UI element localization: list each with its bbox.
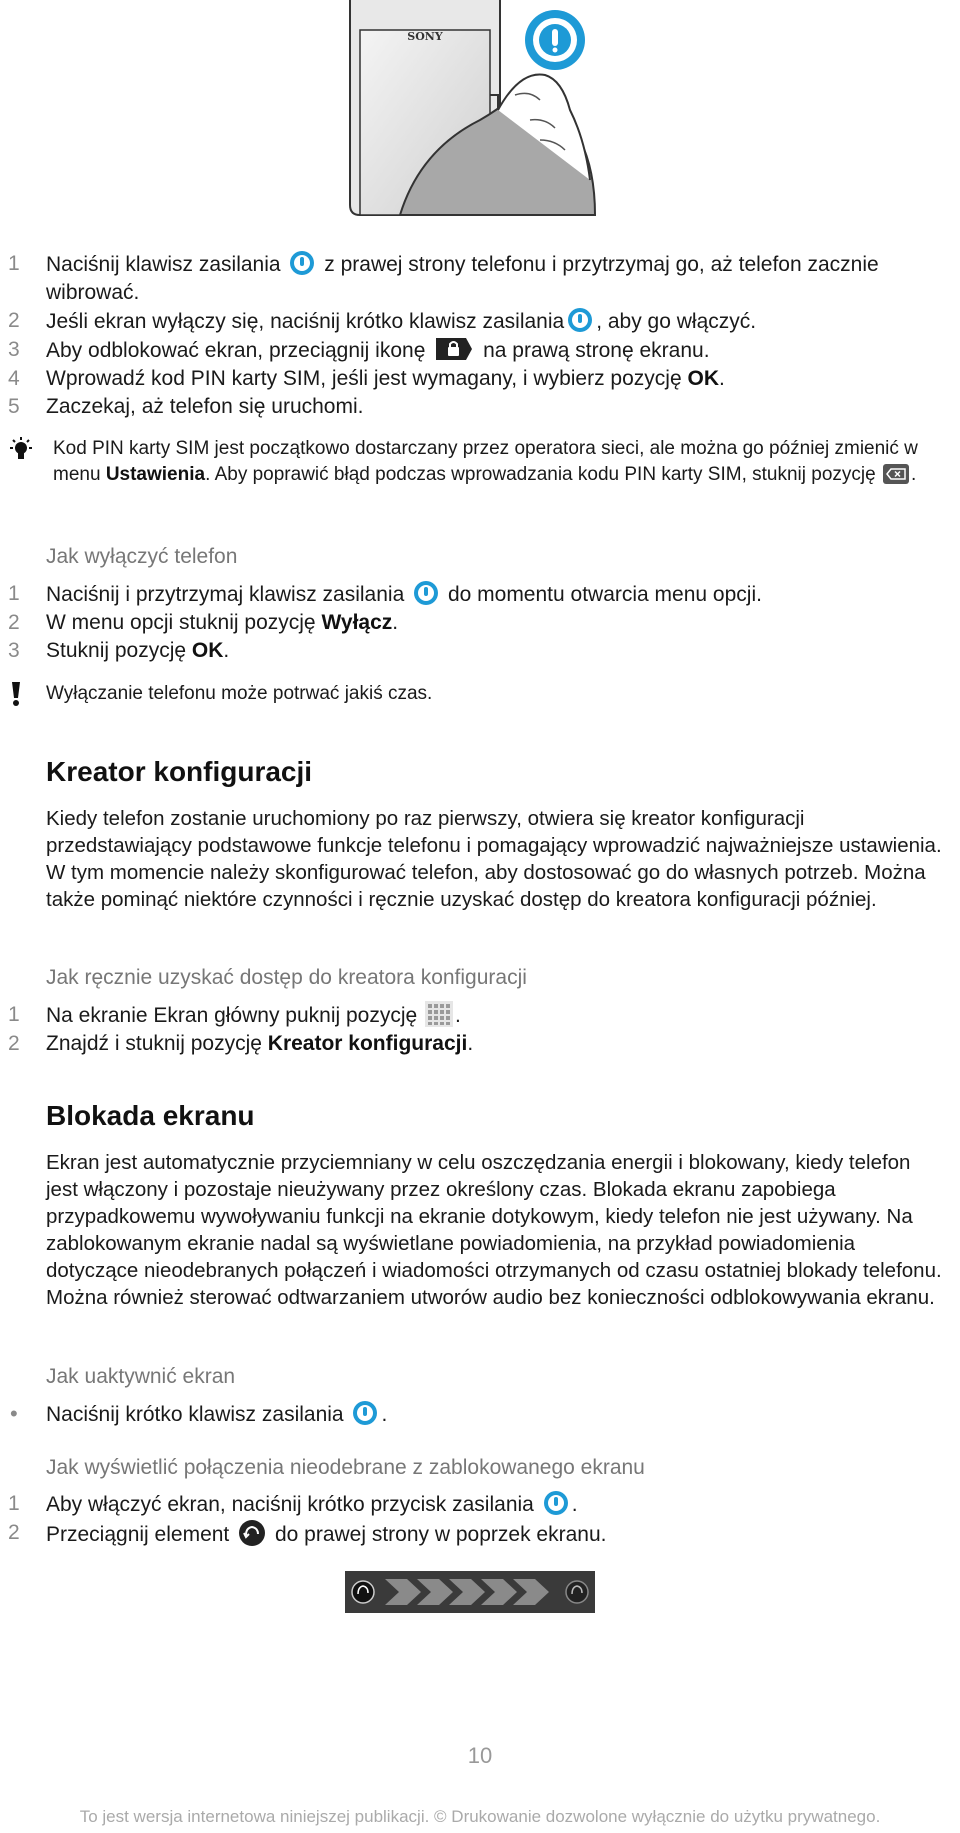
list-item: 1 Aby włączyć ekran, naciśnij krótko przycisk zasilania . xyxy=(8,1492,578,1516)
section-subheading: Jak wyświetlić połączenia nieodebrane z zablokowanego ekranu xyxy=(46,1456,645,1479)
power-key-icon xyxy=(567,307,593,333)
startup-steps xyxy=(0,250,960,421)
footer-text: To jest wersja internetowa niniejszej publikacji. © Drukowanie dozwolone wyłącznie do użytku prywatnego. xyxy=(79,1807,881,1826)
exclamation-icon xyxy=(6,681,26,707)
list-item: 3 Aby odblokować ekran, przeciągnij ikonę na prawą stronę ekranu. xyxy=(8,338,710,362)
list-item: 3 Stuknij pozycję OK. xyxy=(8,639,230,662)
power-key-icon xyxy=(543,1490,569,1516)
list-item: 1 Na ekranie Ekran główny puknij pozycję . xyxy=(8,1003,461,1027)
power-key-icon xyxy=(352,1400,378,1426)
tip-note: Kod PIN karty SIM jest początkowo dostarczany przez operatora sieci, ale można go później zmienić w menu Ustawienia. Aby poprawić błąd podczas wprowadzania kodu PIN karty SIM, stuknij pozycję . xyxy=(0,436,960,488)
slider-target-icon xyxy=(566,1581,588,1603)
list-item: 5 Zaczekaj, aż telefon się uruchomi. xyxy=(8,395,364,418)
unlock-slider-illustration xyxy=(345,1571,595,1613)
lightbulb-icon xyxy=(4,436,38,466)
list-item: 2 Znajdź i stuknij pozycję Kreator konfiguracji. xyxy=(8,1032,474,1055)
wizard-steps xyxy=(0,1001,960,1058)
warning-note: Wyłączanie telefonu może potrwać jakiś czas. xyxy=(0,681,960,707)
app-grid-icon xyxy=(425,1001,453,1027)
section-subheading: Jak wyłączyć telefon xyxy=(46,545,238,568)
list-item: 1 Naciśnij i przytrzymaj klawisz zasilania do momentu otwarcia menu opcji. xyxy=(8,582,762,606)
list-item: 2 W menu opcji stuknij pozycję Wyłącz. xyxy=(8,611,399,634)
section-title: Kreator konfiguracji xyxy=(46,756,313,787)
setup-paragraph: Kiedy telefon zostanie uruchomiony po raz pierwszy, otwiera się kreator konfiguracji przedstawiający podstawowe funkcje telefonu i pomagający wprowadzić najważniejsze ustawienia. W tym momencie należy skonfigurować telefon, aby dostosować go do własnych potrzeb. Można także pominąć niektóre czynności i ręcznie uzyskać dostęp do kreatora konfiguracji później. xyxy=(46,807,942,911)
list-item: 2 Jeśli ekran wyłączy się, naciśnij krótko klawisz zasilania , aby go włączyć. xyxy=(8,309,757,333)
lock-paragraph: Ekran jest automatycznie przyciemniany w celu oszczędzania energii i blokowany, kiedy telefon jest włączony i pozostaje nieużywany przez określony czas. Blokada ekranu zapobiega przypadkowemu wywoływaniu funkcji na ekranie dotykowym, kiedy telefon nie jest używany. Na zablokowanym ekranie nadal są wyświetlane powiadomienia, na przykład powiadomienia dotyczące nieodebranych połączeń i wiadomości otrzymanych od czasu ostatniej blokady telefonu. Można również sterować odtwarzaniem utworów audio bez konieczności odblokowywania ekranu. xyxy=(46,1151,942,1309)
phone-illustration xyxy=(340,0,610,230)
section-subheading: Jak ręcznie uzyskać dostęp do kreatora konfiguracji xyxy=(46,966,527,989)
backspace-icon xyxy=(883,464,909,484)
list-item: 1 Naciśnij klawisz zasilania z prawej strony telefonu i przytrzymaj go, aż telefon zacznie wibrować. xyxy=(8,252,879,304)
section-title: Blokada ekranu xyxy=(46,1100,255,1131)
list-item: • Naciśnij krótko klawisz zasilania . xyxy=(10,1401,388,1426)
slider-handle-icon xyxy=(352,1581,374,1603)
missed-call-unlock-icon xyxy=(238,1519,266,1547)
missed-steps xyxy=(0,1490,960,1549)
sony-logo: SONY xyxy=(407,30,443,43)
power-key-icon xyxy=(413,580,439,606)
power-key-icon xyxy=(289,250,315,276)
list-item: 4 Wprowadź kod PIN karty SIM, jeśli jest wymagany, i wybierz pozycję OK. xyxy=(8,367,725,390)
lock-icon xyxy=(434,336,474,362)
list-item: 2 Przeciągnij element do prawej strony w poprzek ekranu. xyxy=(8,1521,607,1546)
activate-steps xyxy=(0,1400,960,1429)
shutdown-steps xyxy=(0,580,960,665)
section-subheading: Jak uaktywnić ekran xyxy=(46,1365,236,1388)
page-number: 10 xyxy=(467,1743,493,1768)
